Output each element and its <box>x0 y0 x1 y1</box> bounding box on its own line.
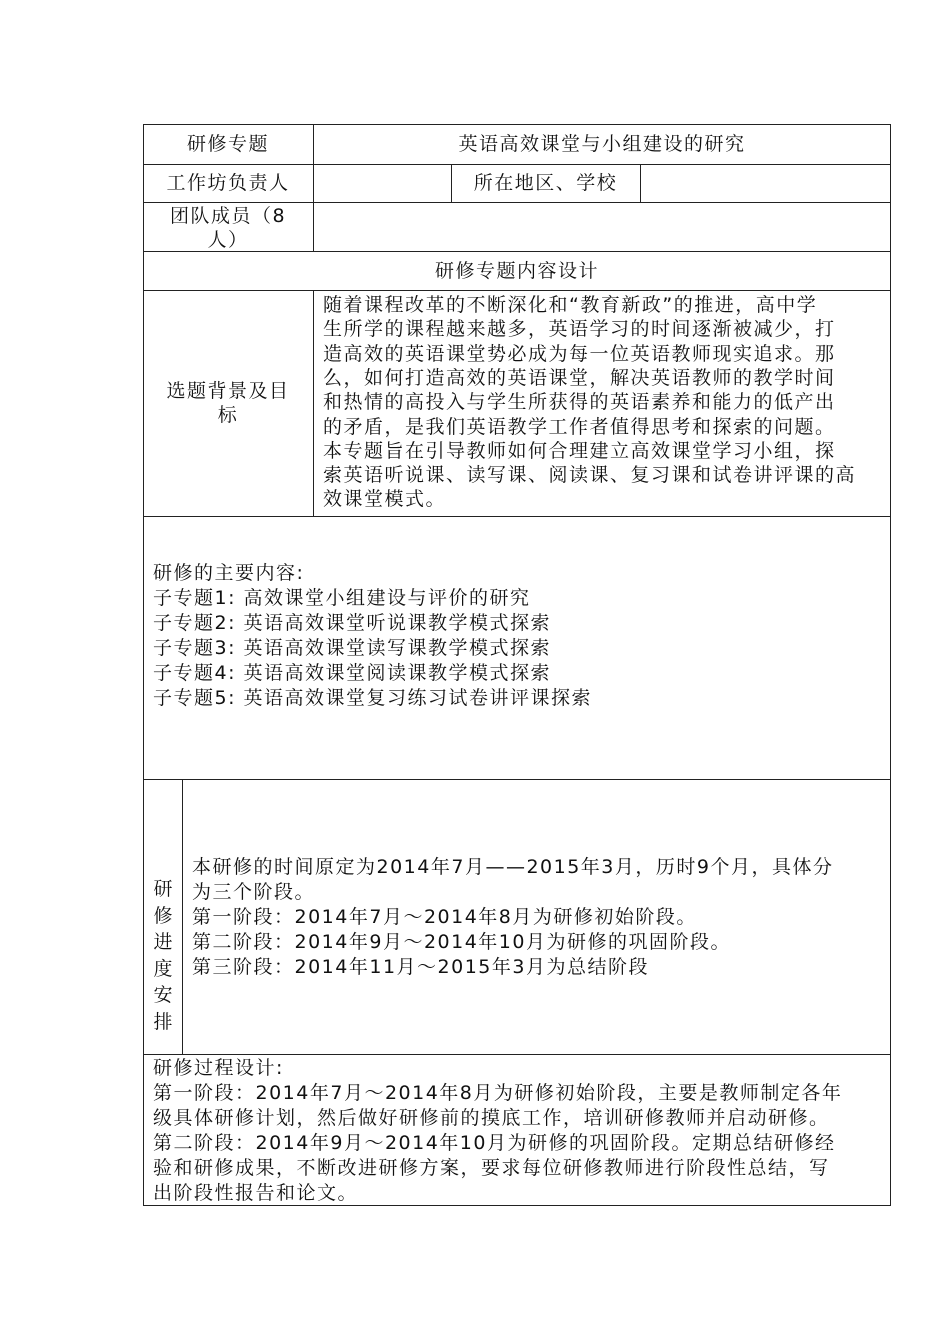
region-label: 所在地区、学校 <box>473 172 618 194</box>
background-line: 效课堂模式。 <box>323 488 447 511</box>
members-label-line: 人） <box>207 229 249 251</box>
background-label-line: 选题背景及目 <box>166 380 290 402</box>
background-line: 和热情的高投入与学生所获得的英语素养和能力的低产出 <box>323 391 836 414</box>
section-title: 研修专题内容设计 <box>434 260 599 282</box>
members-label <box>143 204 313 252</box>
background-label <box>143 379 313 427</box>
research-plan-table <box>143 124 891 1206</box>
column-divider <box>182 779 183 1054</box>
background-label-line: 标 <box>217 404 239 426</box>
schedule-line: 为三个阶段。 <box>192 881 316 903</box>
schedule-label: 研 修 进 度 安 排 <box>153 878 173 1033</box>
schedule-line: 第三阶段：2014年11月～2015年3月为总结阶段 <box>192 956 649 978</box>
row-divider <box>143 164 891 165</box>
background-line: 随着课程改革的不断深化和“教育新政”的推进，高中学 <box>323 294 818 316</box>
row-divider <box>143 202 891 203</box>
topic-value: 英语高效课堂与小组建设的研究 <box>458 133 746 155</box>
schedule-line: 第二阶段：2014年9月～2014年10月为研修的巩固阶段。 <box>192 931 731 953</box>
column-divider <box>640 164 641 202</box>
main-content-title: 研修的主要内容: <box>153 562 305 584</box>
subtopic-item: 子专题3: 英语高效课堂读写课教学模式探索 <box>153 637 552 659</box>
row-divider <box>143 1054 891 1055</box>
subtopic-item: 子专题2: 英语高效课堂听说课教学模式探索 <box>153 612 552 634</box>
process-line: 验和研修成果，不断改进研修方案，要求每位研修教师进行阶段性总结，写 <box>153 1157 830 1179</box>
subtopic-item: 子专题4: 英语高效课堂阅读课教学模式探索 <box>153 662 552 684</box>
background-line: 造高效的英语课堂势必成为每一位英语教师现实追求。那 <box>323 342 836 365</box>
process-line: 级具体研修计划，然后做好研修前的摸底工作，培训研修教师并启动研修。 <box>153 1107 830 1129</box>
process-line: 第一阶段：2014年7月～2014年8月为研修初始阶段，主要是教师制定各年 <box>153 1082 843 1104</box>
background-line: 本专题旨在引导教师如何合理建立高效课堂学习小组，探 <box>323 439 836 462</box>
topic-label: 研修专题 <box>186 133 269 155</box>
row-divider <box>143 779 891 780</box>
process-line: 出阶段性报告和论文。 <box>153 1182 359 1204</box>
members-label-line: 团队成员（8 <box>169 205 287 227</box>
process-line: 第二阶段：2014年9月～2014年10月为研修的巩固阶段。定期总结研修经 <box>153 1132 836 1154</box>
schedule-line: 第一阶段：2014年7月～2014年8月为研修初始阶段。 <box>192 906 697 928</box>
subtopic-item: 子专题5: 英语高效课堂复习练习试卷讲评课探索 <box>153 687 593 709</box>
process-title: 研修过程设计: <box>153 1057 284 1079</box>
leader-label: 工作坊负责人 <box>166 172 290 194</box>
background-line: 的矛盾，是我们英语教学工作者值得思考和探索的问题。 <box>323 415 836 438</box>
background-line: 么，如何打造高效的英语课堂，解决英语教师的教学时间 <box>323 366 836 389</box>
row-divider <box>143 516 891 517</box>
subtopic-item: 子专题1: 高效课堂小组建设与评价的研究 <box>153 587 531 609</box>
column-divider <box>313 290 314 516</box>
background-line: 生所学的课程越来越多，英语学习的时间逐渐被减少，打 <box>323 318 836 341</box>
schedule-line: 本研修的时间原定为2014年7月——2015年3月，历时9个月，具体分 <box>192 856 834 878</box>
background-line: 索英语听说课、读写课、阅读课、复习课和试卷讲评课的高 <box>323 464 857 487</box>
row-divider <box>143 290 891 291</box>
